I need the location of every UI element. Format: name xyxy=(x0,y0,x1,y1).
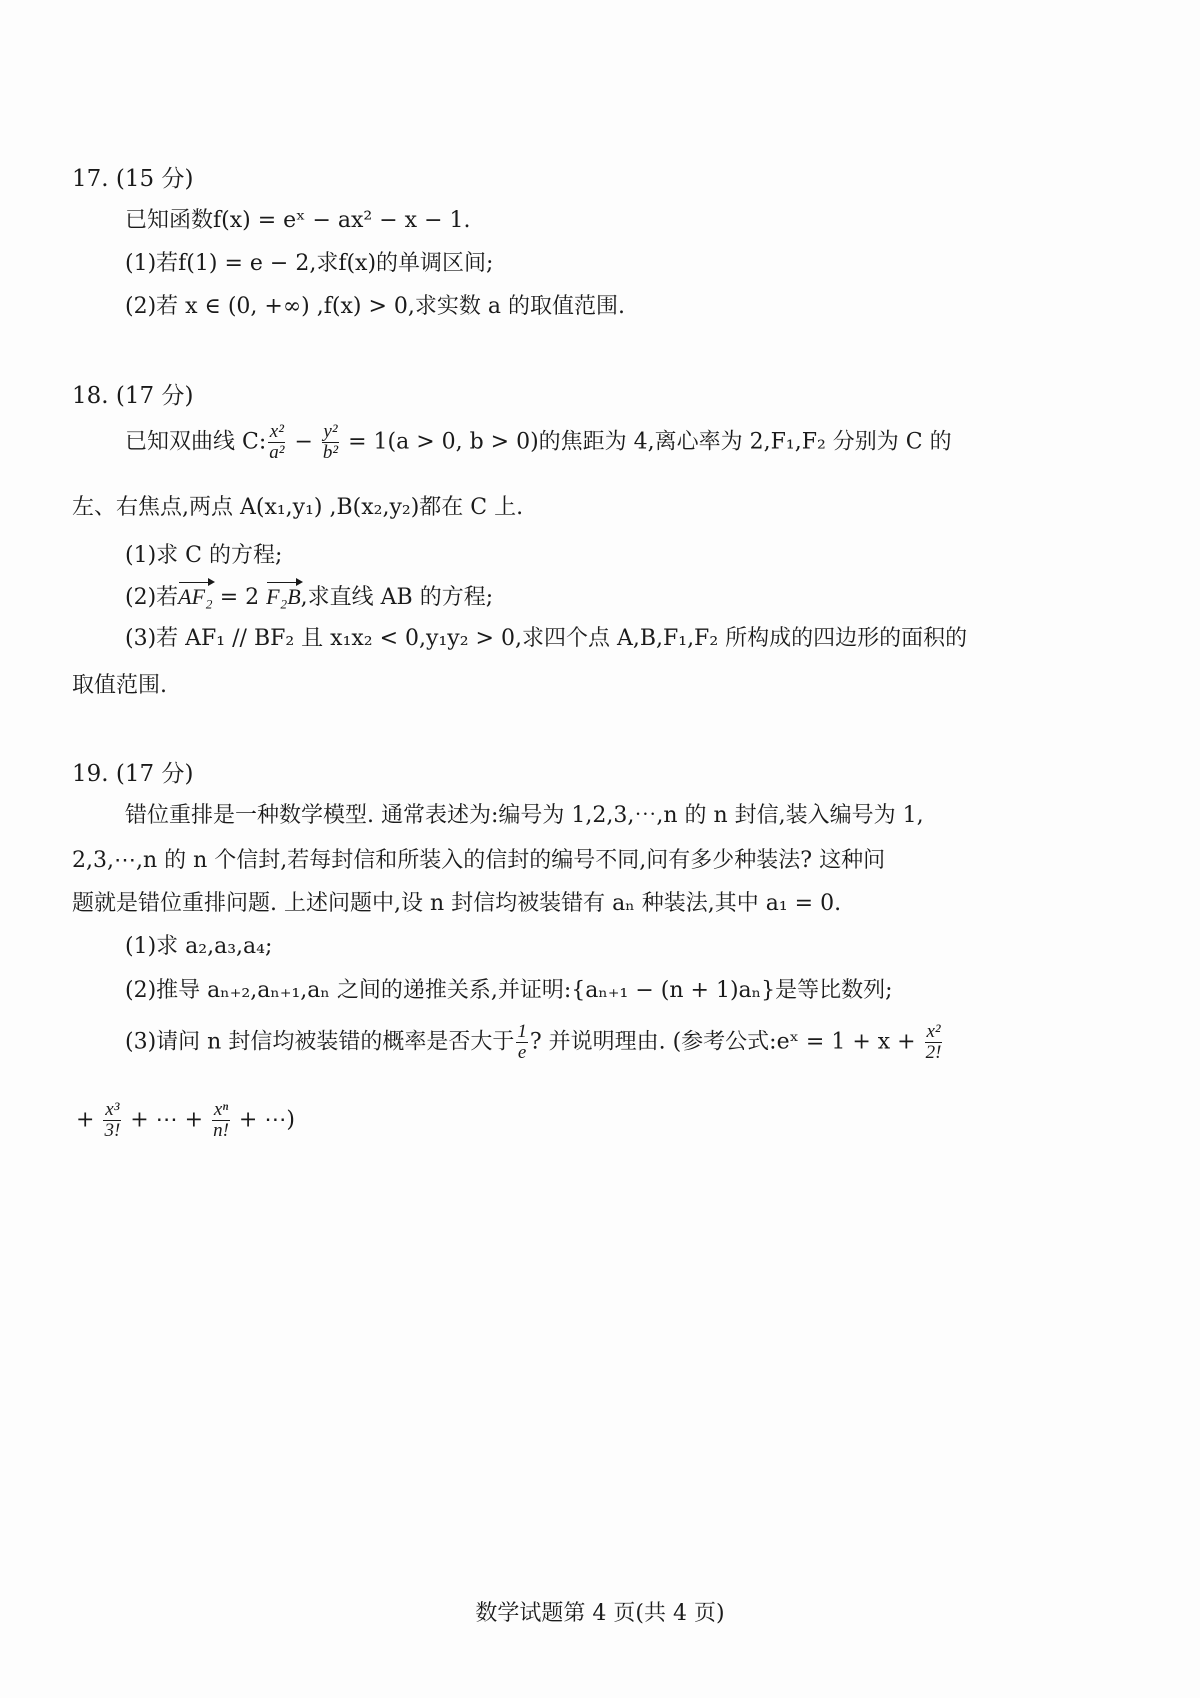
q19-frac-numerator: 1 xyxy=(517,1021,527,1042)
q18-frac2-denominator: b² xyxy=(322,441,339,463)
q18-part3-line2: 取值范围. xyxy=(72,673,167,698)
page-footer: 数学试题第 4 页(共 4 页) xyxy=(475,1601,725,1626)
q18-header: 18. (17 分) xyxy=(72,383,194,409)
q19-cont-frac2-denominator: n! xyxy=(213,1119,229,1141)
q19-cont-frac1-numerator: x³ xyxy=(105,1099,120,1120)
q19-intro-line2: 2,3,⋯,n 的 n 个信封,若每封信和所装入的信封的编号不同,问有多少种装法? 这种问 xyxy=(72,848,886,873)
q19-header: 19. (17 分) xyxy=(72,761,194,787)
q19-frac-denominator: e xyxy=(517,1041,527,1063)
q19-cont-suffix: + ⋯) xyxy=(231,1107,295,1133)
q18-intro-prefix: 已知双曲线 C: xyxy=(125,429,267,455)
vector-af2: AF₂ xyxy=(178,584,213,609)
q19-intro-line1: 错位重排是一种数学模型. 通常表述为:编号为 1,2,3,⋯,n 的 n 封信,装入编号为 1, xyxy=(125,803,924,828)
q19-part2: (2)推导 aₙ₊₂,aₙ₊₁,aₙ 之间的递推关系,并证明:{aₙ₊₁ − (n + 1)aₙ}是等比数列; xyxy=(125,978,893,1003)
q19-cont-prefix: + xyxy=(76,1107,102,1133)
q19-fraction-1-over-e xyxy=(516,1022,528,1063)
q19-part3 xyxy=(125,1022,944,1063)
q19-fraction-xn-nfact xyxy=(212,1100,230,1141)
q19-cont-frac2-numerator: xⁿ xyxy=(213,1099,229,1120)
q19-intro-line3: 题就是错位重排问题. 上述问题中,设 n 封信均被装错有 aₙ 种装法,其中 a₁ = 0. xyxy=(72,891,842,916)
q18-minus: − xyxy=(287,429,320,455)
q17-intro: 已知函数f(x) = eˣ − ax² − x − 1. xyxy=(125,208,471,233)
q18-part2 xyxy=(125,586,493,609)
q19-frac2-numerator: x² xyxy=(926,1021,941,1042)
q17-part2: (2)若 x ∈ (0, +∞) ,f(x) > 0,求实数 a 的取值范围. xyxy=(125,294,625,319)
q18-part1: (1)求 C 的方程; xyxy=(125,543,283,568)
q19-frac2-denominator: 2! xyxy=(925,1041,942,1063)
q18-part3-line1: (3)若 AF₁ // BF₂ 且 x₁x₂ < 0,y₁y₂ > 0,求四个点 A,B,F₁,F₂ 所构成的四边形的面积的 xyxy=(125,626,968,651)
q19-fraction-x2-2fact xyxy=(925,1022,943,1063)
q18-part2-suffix: ,求直线 AB 的方程; xyxy=(300,585,494,610)
vector-f2b: F₂B xyxy=(266,584,301,609)
q18-part2-mid: = 2 xyxy=(212,585,267,610)
q19-cont-frac1-denominator: 3! xyxy=(104,1119,121,1141)
q17-part1: (1)若f(1) = e − 2,求f(x)的单调区间; xyxy=(125,251,494,276)
q17-header: 17. (15 分) xyxy=(72,166,194,192)
q18-intro-suffix: = 1(a > 0, b > 0)的焦距为 4,离心率为 2,F₁,F₂ 分别为 C 的 xyxy=(341,429,952,455)
q18-frac2-numerator: y² xyxy=(323,421,338,442)
q19-formula-continuation xyxy=(76,1100,295,1141)
q19-part1: (1)求 a₂,a₃,a₄; xyxy=(125,934,273,959)
q18-frac1-denominator: a² xyxy=(269,441,285,463)
q18-intro xyxy=(125,422,952,463)
q18-part2-prefix: (2)若 xyxy=(125,585,179,610)
q18-fraction-y2-b2 xyxy=(322,422,339,463)
q19-cont-mid: + ⋯ + xyxy=(123,1107,211,1133)
q19-fraction-x3-3fact xyxy=(103,1100,121,1141)
q19-part3-prefix: (3)请问 n 封信均被装错的概率是否大于 xyxy=(125,1029,515,1055)
q18-intro-line2: 左、右焦点,两点 A(x₁,y₁) ,B(x₂,y₂)都在 C 上. xyxy=(72,495,524,520)
q18-fraction-x2-a2 xyxy=(268,422,285,463)
q18-frac1-numerator: x² xyxy=(269,421,284,442)
q19-part3-mid: ? 并说明理由. (参考公式:eˣ = 1 + x + xyxy=(529,1029,923,1055)
